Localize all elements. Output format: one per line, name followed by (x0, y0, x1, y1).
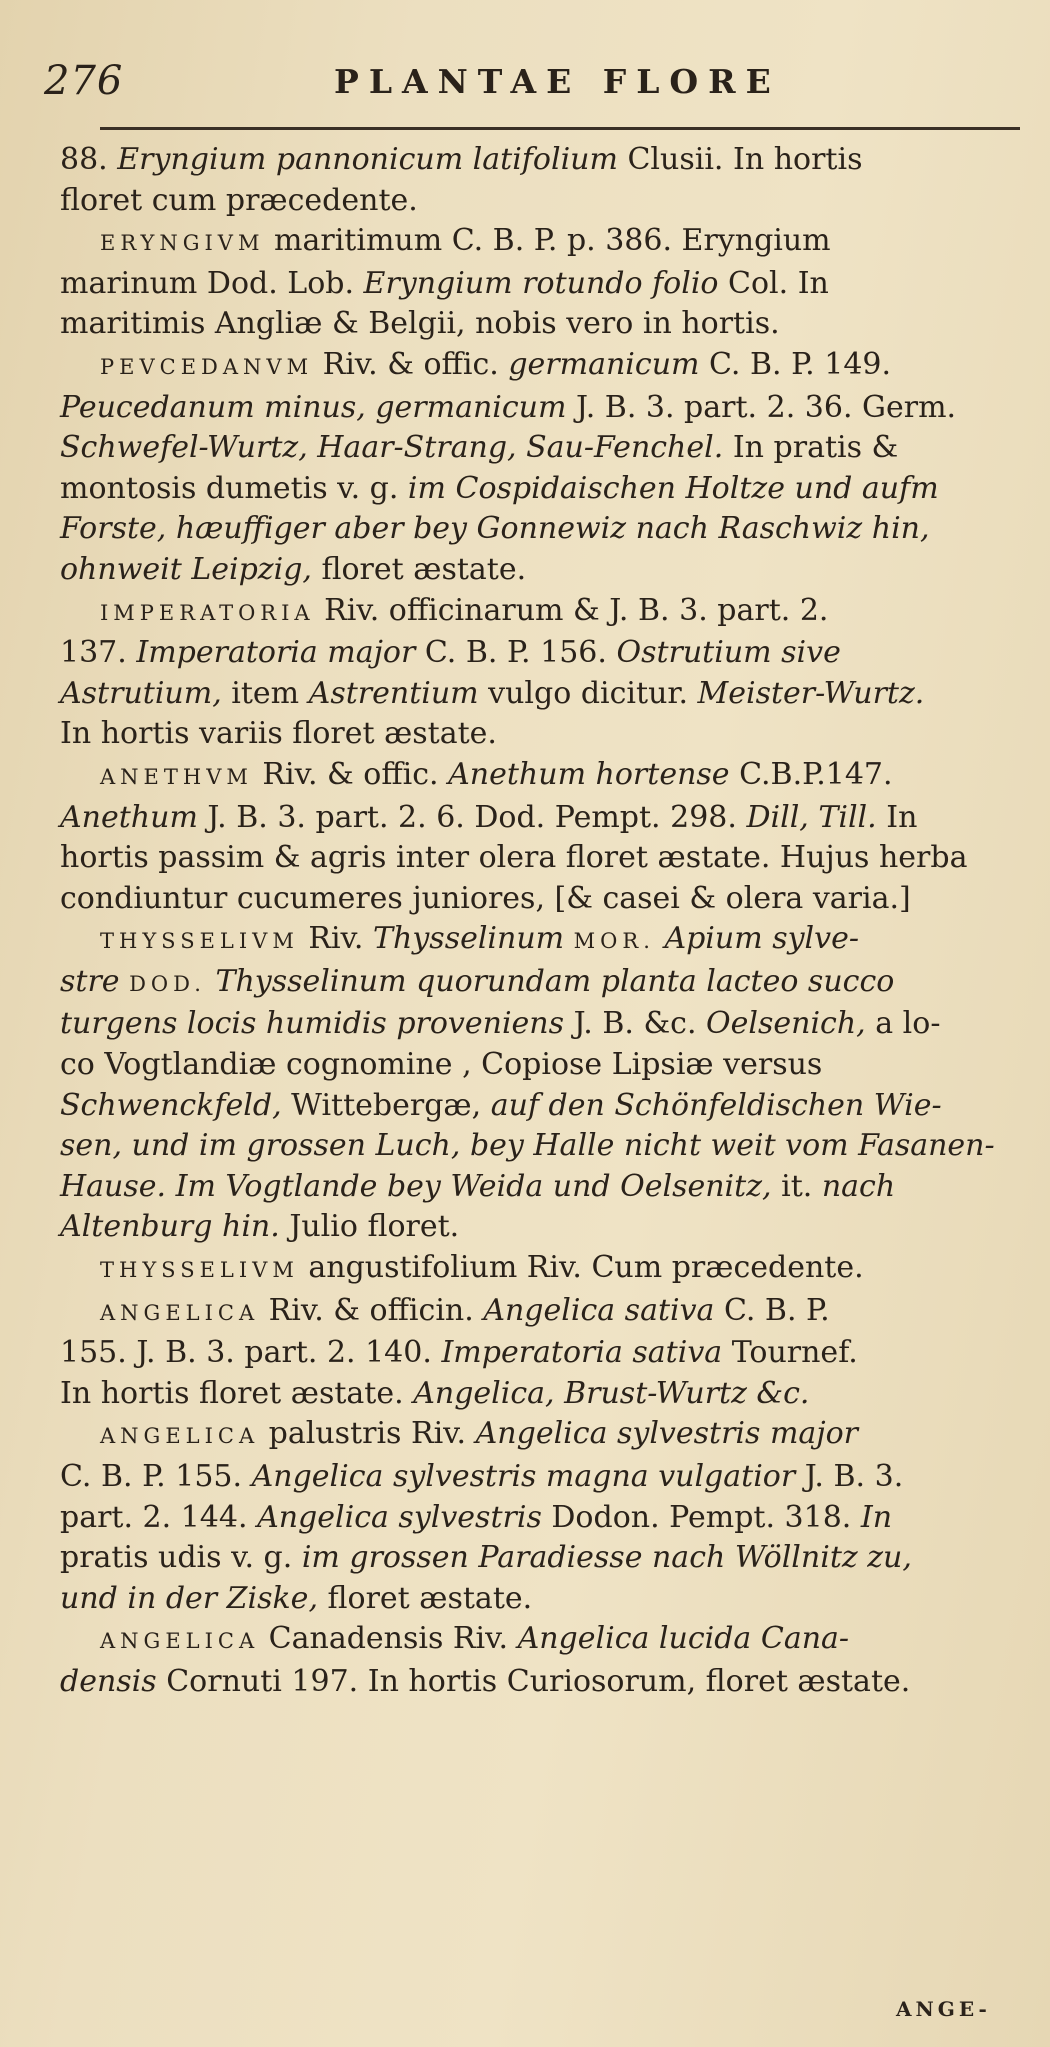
italic-text: Oelsenich, (706, 1006, 866, 1042)
text-run: In (876, 799, 918, 835)
text-run: floret æstate. (317, 1580, 533, 1616)
entry-paragraph (60, 1291, 1030, 1415)
italic-text: stre (60, 963, 120, 999)
italic-text: Peucedanum minus, germanicum (60, 389, 567, 425)
text-line (60, 1414, 1030, 1457)
text-line (60, 591, 1030, 634)
italic-text: Imperatoria sativa (441, 1335, 723, 1371)
plant-name-smallcaps: ANGELICA (100, 1300, 260, 1325)
italic-text: Angelica sativa (483, 1292, 715, 1328)
text-run: palustris Riv. (259, 1416, 476, 1452)
italic-text: Angelica sylvestris major (475, 1416, 858, 1452)
entry-paragraph (60, 1619, 1030, 1702)
italic-text: ohnweit Leipzig, (60, 551, 312, 587)
text-line (60, 264, 1030, 305)
text-run: a lo- (865, 1006, 941, 1042)
italic-text: Imperatoria major (136, 635, 416, 671)
text-line (60, 1086, 1030, 1127)
text-run: Wittebergæ, (281, 1087, 491, 1123)
entry-paragraph (60, 1414, 1030, 1619)
text-run: 137. (60, 635, 137, 671)
text-run: 88. (60, 142, 118, 177)
text-run: vulgo dicitur. (478, 675, 698, 711)
italic-text: sen, und im grossen Luch, bey Halle nicht weit vom Fasanen- (60, 1128, 995, 1164)
text-run: Riv. & officin. (259, 1292, 484, 1328)
italic-text: im Cospidaischen Holtze und aufm (407, 470, 939, 506)
plant-name-smallcaps: PEVCEDANVM (100, 354, 314, 379)
text-run: C. B. P. 149. (699, 346, 892, 382)
text-run: co Vogtlandiæ cognomine , Copiose Lipsiæ versus (60, 1047, 823, 1083)
text-line (60, 509, 1030, 550)
text-run: C. B. P. 156. (415, 635, 617, 671)
text-run: hortis passim & agris inter olera floret æstate. Hujus herba (60, 840, 968, 876)
text-line (60, 633, 1030, 674)
text-line (60, 755, 1030, 798)
catchword: ANGE- (896, 1997, 991, 2021)
text-line (60, 140, 1030, 181)
italic-text: Meister-Wurtz. (697, 675, 925, 711)
italic-text: Eryngium rotundo folio (363, 265, 719, 301)
italic-text: Ostrutium sive (616, 635, 841, 671)
plant-name-smallcaps: ANETHVM (100, 764, 253, 789)
text-run: Cornuti 197. In hortis Curiosorum, floret æstate. (156, 1663, 911, 1699)
text-line (60, 1619, 1030, 1662)
italic-text: Astrutium, (60, 675, 222, 711)
header-rule (100, 127, 1020, 130)
text-run: 155. J. B. 3. part. 2. 140. (60, 1335, 442, 1371)
text-run: C. B. P. 155. (60, 1459, 252, 1494)
entry-paragraph (60, 591, 1030, 755)
text-run: In hortis variis floret æstate. (60, 716, 497, 752)
entry-paragraph (60, 140, 1030, 221)
italic-text: Angelica sylvestris magna vulgatior (251, 1459, 796, 1494)
text-run: marinum Dod. Lob. (60, 265, 364, 301)
text-run: part. 2. 144. (60, 1499, 258, 1535)
text-line (60, 1333, 1030, 1374)
text-run: C.B.P.147. (729, 756, 893, 792)
text-run: Julio floret. (279, 1209, 460, 1245)
italic-text: Eryngium pannonicum latifolium (117, 142, 618, 177)
italic-text: germanicum (508, 346, 700, 382)
page-body (60, 140, 1030, 1703)
entry-paragraph (60, 755, 1030, 919)
text-line (60, 674, 1030, 715)
italic-text: Thysselinum quorundam planta lacteo succo (215, 963, 895, 999)
text-run: floret cum præcedente. (60, 182, 418, 218)
italic-text: Hause. Im Vogtlande bey Weida und Oelsenitz, (60, 1168, 772, 1204)
italic-text: Thysselinum (373, 921, 565, 957)
italic-text: Angelica, Brust-Wurtz &c. (413, 1375, 810, 1411)
text-run: Tournef. (722, 1335, 858, 1371)
text-line (60, 181, 1030, 222)
plant-name-smallcaps: ANGELICA (100, 1629, 260, 1654)
plant-name-smallcaps: DOD. (129, 971, 206, 996)
text-run (655, 921, 665, 956)
text-line (60, 962, 1030, 1005)
text-line (60, 388, 1030, 429)
text-line (60, 1248, 1030, 1291)
text-run: J. B. &c. (564, 1006, 707, 1042)
text-line (60, 1291, 1030, 1334)
italic-text: Dill, Till. (746, 799, 877, 835)
text-run: Riv. officinarum & J. B. 3. part. 2. (314, 592, 829, 628)
text-line (60, 1207, 1030, 1248)
text-run: angustifolium Riv. Cum præcedente. (298, 1250, 864, 1286)
running-title: PLANTAE FLORE (334, 62, 781, 101)
italic-text: Altenburg hin. (60, 1209, 280, 1245)
text-line (60, 1538, 1030, 1579)
text-run: J. B. 3. part. 2. 6. Dod. Pempt. 298. (197, 799, 747, 835)
text-run: maritimum C. B. P. p. 386. Eryngium (264, 223, 831, 259)
text-line (60, 1045, 1030, 1086)
text-run: Riv. & offic. (252, 756, 449, 792)
text-run: Canadensis Riv. (259, 1621, 518, 1657)
italic-text: Schwefel-Wurtz, Haar-Strang, Sau-Fenchel. (60, 430, 724, 466)
italic-text: Anethum hortense (448, 756, 730, 792)
text-run: J. B. 3. (795, 1459, 904, 1494)
text-run: In hortis floret æstate. (60, 1375, 414, 1411)
plant-name-smallcaps: ERYNGIVM (100, 231, 265, 256)
text-line (60, 714, 1030, 755)
text-run: condiuntur cucumeres juniores, [& casei & olera varia.] (60, 880, 911, 916)
text-run: pratis udis v. g. (60, 1540, 302, 1576)
italic-text: Astrentium (308, 675, 479, 711)
text-run: C. B. P. (714, 1292, 830, 1328)
text-line (60, 1374, 1030, 1415)
text-line (60, 469, 1030, 510)
text-line (60, 304, 1030, 345)
text-line (60, 798, 1030, 839)
text-line (60, 1167, 1030, 1208)
text-line (60, 838, 1030, 879)
italic-text: Apium sylve- (664, 921, 859, 957)
italic-text: Angelica sylvestris (257, 1499, 542, 1535)
italic-text: Anethum (60, 799, 198, 835)
italic-text: turgens locis humidis proveniens (60, 1006, 565, 1042)
italic-text: Angelica lucida Cana- (517, 1621, 850, 1657)
text-line (60, 221, 1030, 264)
text-run: maritimis Angliæ & Belgii, nobis vero in hortis. (60, 306, 780, 342)
italic-text: und in der Ziske, (60, 1580, 318, 1616)
italic-text: Forste, hæuffiger aber bey Gonnewiz nach Raschwiz hin, (60, 511, 930, 547)
text-line (60, 879, 1030, 920)
text-line (60, 550, 1030, 591)
plant-name-smallcaps: ANGELICA (100, 1424, 260, 1449)
entry-paragraph (60, 345, 1030, 591)
entry-paragraph (60, 1248, 1030, 1291)
text-run: item (221, 675, 309, 711)
italic-text: nach (821, 1168, 896, 1204)
text-run (120, 964, 130, 999)
plant-name-smallcaps: IMPERATORIA (100, 600, 315, 625)
text-run (564, 921, 574, 956)
text-run: it. (771, 1168, 822, 1204)
italic-text: In (860, 1499, 893, 1535)
plant-name-smallcaps: THYSSELIVM (100, 929, 299, 954)
text-run: Dodon. Pempt. 318. (541, 1499, 861, 1535)
page-number: 276 (44, 58, 124, 104)
plant-name-smallcaps: THYSSELIVM (100, 1258, 299, 1283)
page-header (44, 58, 1024, 108)
text-line (60, 1498, 1030, 1539)
plant-name-smallcaps: MOR. (573, 929, 655, 954)
text-run: Riv. (298, 921, 374, 957)
text-line (60, 1126, 1030, 1167)
text-line (60, 1457, 1030, 1498)
text-line (60, 1662, 1030, 1703)
entry-paragraph (60, 221, 1030, 345)
text-line (60, 1579, 1030, 1620)
text-line (60, 919, 1030, 962)
text-run: Riv. & offic. (313, 346, 509, 382)
text-run: montosis dumetis v. g. (60, 470, 408, 506)
italic-text: im grossen Paradiesse nach Wöllnitz zu, (301, 1540, 912, 1576)
text-line (60, 428, 1030, 469)
italic-text: densis (60, 1663, 157, 1699)
text-line (60, 1004, 1030, 1045)
text-run: J. B. 3. part. 2. 36. Germ. (566, 389, 957, 425)
italic-text: Schwenckfeld, (60, 1087, 282, 1123)
entry-paragraph (60, 919, 1030, 1248)
text-run: In pratis & (723, 430, 899, 466)
text-run: floret æstate. (311, 551, 527, 587)
italic-text: auf den Schönfeldischen Wie- (490, 1087, 942, 1123)
text-run: Col. In (718, 265, 829, 301)
text-line (60, 345, 1030, 388)
text-run: Clusii. In hortis (617, 142, 863, 177)
